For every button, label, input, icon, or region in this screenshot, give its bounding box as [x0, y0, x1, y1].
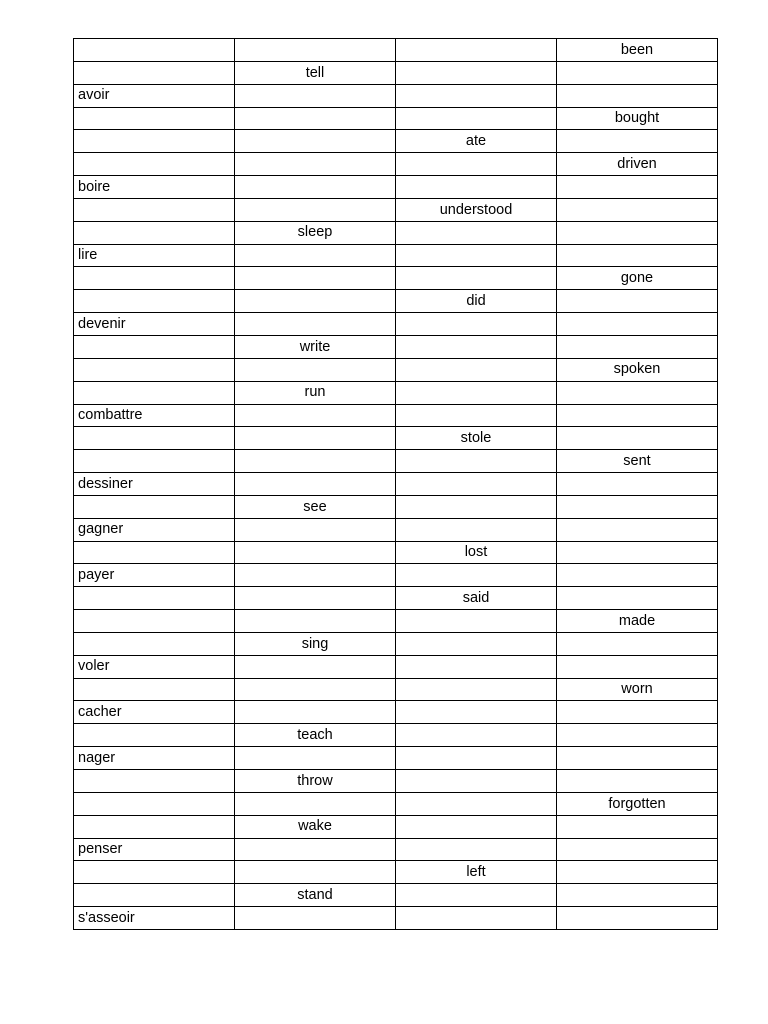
table-cell: [396, 495, 557, 518]
table-row: [74, 290, 718, 313]
table-cell: s'asseoir: [74, 907, 235, 930]
table-row: [74, 61, 718, 84]
table-cell: [74, 39, 235, 62]
table-cell: [396, 358, 557, 381]
table-cell: voler: [74, 655, 235, 678]
table-row: [74, 678, 718, 701]
table-cell: [74, 335, 235, 358]
table-cell: penser: [74, 838, 235, 861]
table-cell: [396, 838, 557, 861]
table-cell: [557, 427, 718, 450]
table-cell: [396, 244, 557, 267]
table-cell: made: [557, 610, 718, 633]
table-cell: [557, 587, 718, 610]
table-row: [74, 404, 718, 427]
table-cell: [74, 358, 235, 381]
table-cell: [74, 815, 235, 838]
table-cell: [557, 747, 718, 770]
table-row: [74, 358, 718, 381]
table-cell: [396, 84, 557, 107]
table-row: [74, 427, 718, 450]
verb-table: [73, 38, 718, 930]
table-cell: [235, 198, 396, 221]
table-row: [74, 655, 718, 678]
table-cell: [557, 473, 718, 496]
table-row: [74, 176, 718, 199]
table-cell: [235, 701, 396, 724]
table-cell: [74, 610, 235, 633]
table-cell: [235, 678, 396, 701]
table-row: [74, 107, 718, 130]
table-cell: [396, 313, 557, 336]
table-cell: [235, 587, 396, 610]
table-cell: [396, 724, 557, 747]
table-row: [74, 541, 718, 564]
table-row: [74, 381, 718, 404]
table-cell: [74, 884, 235, 907]
table-cell: [557, 404, 718, 427]
table-cell: left: [396, 861, 557, 884]
table-cell: [235, 564, 396, 587]
table-cell: understood: [396, 198, 557, 221]
table-cell: [235, 130, 396, 153]
table-row: [74, 724, 718, 747]
table-cell: [235, 290, 396, 313]
table-row: [74, 473, 718, 496]
table-cell: [396, 610, 557, 633]
table-cell: [74, 130, 235, 153]
table-row: [74, 130, 718, 153]
table-cell: lire: [74, 244, 235, 267]
table-row: [74, 198, 718, 221]
table-cell: [557, 907, 718, 930]
table-cell: stand: [235, 884, 396, 907]
table-cell: [557, 335, 718, 358]
table-row: [74, 153, 718, 176]
table-cell: forgotten: [557, 792, 718, 815]
table-cell: [235, 153, 396, 176]
table-cell: [74, 198, 235, 221]
table-row: [74, 587, 718, 610]
table-cell: worn: [557, 678, 718, 701]
table-row: [74, 884, 718, 907]
table-cell: [74, 495, 235, 518]
table-cell: [235, 541, 396, 564]
table-row: [74, 701, 718, 724]
table-cell: devenir: [74, 313, 235, 336]
table-cell: [557, 541, 718, 564]
table-row: [74, 838, 718, 861]
table-cell: spoken: [557, 358, 718, 381]
table-cell: [557, 861, 718, 884]
table-cell: throw: [235, 770, 396, 793]
table-cell: [235, 907, 396, 930]
table-row: [74, 907, 718, 930]
table-cell: [396, 747, 557, 770]
table-cell: [396, 792, 557, 815]
table-row: [74, 221, 718, 244]
table-cell: [235, 267, 396, 290]
table-row: [74, 632, 718, 655]
table-cell: [396, 564, 557, 587]
table-cell: wake: [235, 815, 396, 838]
table-cell: cacher: [74, 701, 235, 724]
table-cell: [557, 518, 718, 541]
table-cell: [557, 655, 718, 678]
table-cell: [396, 770, 557, 793]
table-cell: stole: [396, 427, 557, 450]
table-cell: did: [396, 290, 557, 313]
table-cell: [235, 107, 396, 130]
table-cell: [396, 221, 557, 244]
table-row: [74, 770, 718, 793]
table-cell: [74, 61, 235, 84]
table-cell: [557, 244, 718, 267]
table-cell: [557, 84, 718, 107]
table-cell: [557, 176, 718, 199]
table-cell: [235, 176, 396, 199]
table-cell: sleep: [235, 221, 396, 244]
table-cell: [235, 792, 396, 815]
table-row: [74, 267, 718, 290]
table-cell: [557, 61, 718, 84]
table-cell: [74, 541, 235, 564]
table-cell: [396, 267, 557, 290]
table-cell: [74, 107, 235, 130]
table-cell: [557, 701, 718, 724]
table-cell: [235, 610, 396, 633]
table-cell: sing: [235, 632, 396, 655]
table-cell: [396, 655, 557, 678]
table-cell: [557, 815, 718, 838]
table-cell: [235, 244, 396, 267]
table-cell: [396, 39, 557, 62]
table-cell: [74, 678, 235, 701]
table-cell: [74, 861, 235, 884]
table-cell: [396, 701, 557, 724]
table-cell: [74, 792, 235, 815]
table-cell: [557, 313, 718, 336]
table-cell: see: [235, 495, 396, 518]
table-cell: teach: [235, 724, 396, 747]
table-cell: [557, 221, 718, 244]
table-cell: [235, 427, 396, 450]
table-cell: [235, 39, 396, 62]
table-row: [74, 450, 718, 473]
table-row: [74, 335, 718, 358]
table-cell: [396, 107, 557, 130]
table-cell: [235, 473, 396, 496]
table-cell: [396, 473, 557, 496]
table-cell: [74, 770, 235, 793]
table-cell: [557, 290, 718, 313]
table-cell: [235, 450, 396, 473]
table-cell: [235, 747, 396, 770]
verb-table-body: [74, 39, 718, 930]
table-cell: [74, 221, 235, 244]
table-cell: [396, 632, 557, 655]
table-cell: tell: [235, 61, 396, 84]
table-cell: lost: [396, 541, 557, 564]
table-cell: nager: [74, 747, 235, 770]
table-cell: [557, 564, 718, 587]
table-cell: [235, 655, 396, 678]
table-row: [74, 815, 718, 838]
table-row: [74, 244, 718, 267]
table-cell: [396, 450, 557, 473]
table-row: [74, 861, 718, 884]
table-cell: [235, 358, 396, 381]
table-cell: [74, 587, 235, 610]
table-cell: combattre: [74, 404, 235, 427]
table-cell: [74, 267, 235, 290]
table-cell: [557, 198, 718, 221]
table-cell: [235, 313, 396, 336]
table-cell: [396, 678, 557, 701]
table-cell: [557, 632, 718, 655]
table-cell: sent: [557, 450, 718, 473]
table-cell: [396, 176, 557, 199]
table-row: [74, 564, 718, 587]
table-cell: [235, 518, 396, 541]
table-cell: run: [235, 381, 396, 404]
table-cell: [235, 861, 396, 884]
table-cell: [74, 153, 235, 176]
table-cell: driven: [557, 153, 718, 176]
table-cell: [396, 884, 557, 907]
table-cell: boire: [74, 176, 235, 199]
table-cell: [74, 450, 235, 473]
table-cell: [74, 724, 235, 747]
table-cell: [396, 61, 557, 84]
table-cell: [235, 404, 396, 427]
table-cell: said: [396, 587, 557, 610]
table-cell: [557, 495, 718, 518]
table-row: [74, 84, 718, 107]
table-cell: [396, 404, 557, 427]
table-cell: dessiner: [74, 473, 235, 496]
table-cell: [557, 770, 718, 793]
table-cell: avoir: [74, 84, 235, 107]
table-cell: gagner: [74, 518, 235, 541]
table-cell: [557, 884, 718, 907]
table-row: [74, 518, 718, 541]
table-cell: [74, 632, 235, 655]
table-cell: ate: [396, 130, 557, 153]
table-cell: [74, 427, 235, 450]
table-cell: [396, 815, 557, 838]
table-cell: [557, 130, 718, 153]
table-row: [74, 747, 718, 770]
table-row: [74, 313, 718, 336]
table-cell: [396, 153, 557, 176]
table-cell: been: [557, 39, 718, 62]
table-row: [74, 792, 718, 815]
table-row: [74, 610, 718, 633]
table-cell: payer: [74, 564, 235, 587]
table-cell: [235, 84, 396, 107]
table-cell: [396, 518, 557, 541]
table-cell: [235, 838, 396, 861]
table-cell: [74, 381, 235, 404]
table-cell: [396, 381, 557, 404]
table-cell: bought: [557, 107, 718, 130]
table-cell: write: [235, 335, 396, 358]
table-row: [74, 39, 718, 62]
table-cell: [557, 724, 718, 747]
table-row: [74, 495, 718, 518]
table-cell: [396, 335, 557, 358]
table-cell: [557, 838, 718, 861]
table-cell: [396, 907, 557, 930]
table-cell: gone: [557, 267, 718, 290]
table-cell: [74, 290, 235, 313]
table-cell: [557, 381, 718, 404]
